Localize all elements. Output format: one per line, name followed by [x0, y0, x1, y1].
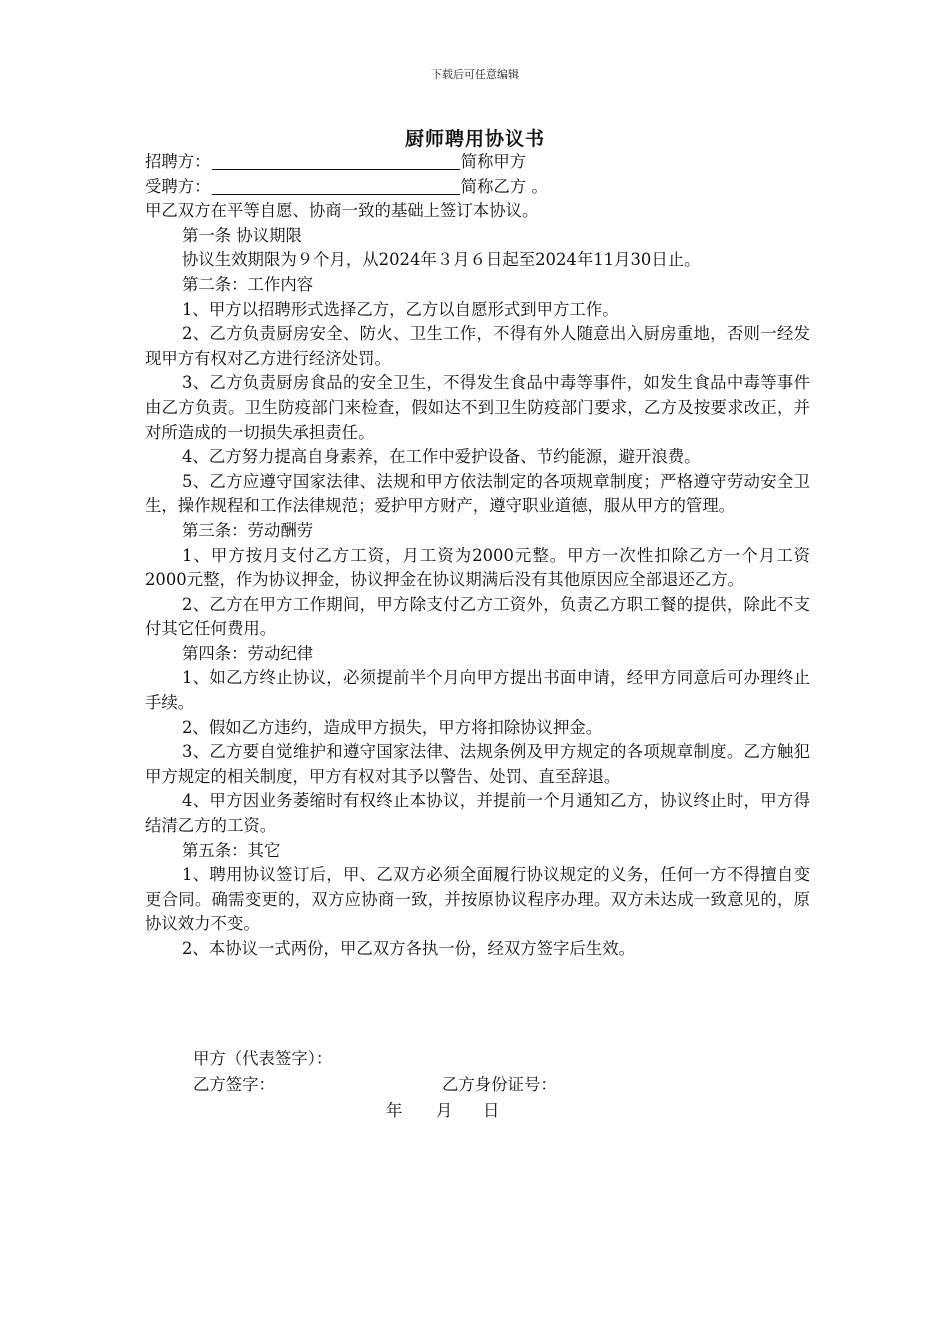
article3-paragraph-2: 2、乙方在甲方工作期间，甲方除支付乙方工资外，负责乙方职工餐的提供，除此不支付其它任何费用。 — [145, 594, 810, 639]
article4-heading: 第四条：劳动纪律 — [182, 643, 314, 663]
article2-paragraph-3: 3、乙方负责厨房食品的安全卫生，不得发生食品中毒等事件，如发生食品中毒等事件由乙方负责。卫生防疫部门来检查，假如达不到卫生防疫部门要求，乙方及按要求改正，并对所造成的一切损失承担责任。 — [145, 373, 810, 442]
date-year-label: 年 — [386, 1101, 403, 1120]
signature-block — [145, 1046, 810, 1124]
document-body — [145, 150, 810, 962]
party-b-line — [145, 175, 810, 200]
article3-heading: 第三条：劳动酬劳 — [182, 520, 314, 540]
date-row — [145, 1098, 810, 1124]
article5-heading: 第五条：其它 — [182, 840, 281, 860]
party-b-label: 受聘方： — [145, 176, 211, 196]
party-b-id-number-label: 乙方身份证号： — [442, 1075, 557, 1094]
article3-paragraph-1: 1、甲方按月支付乙方工资，月工资为2000元整。甲方一次性扣除乙方一个月工资2000元整，作为协议押金，协议押金在协议期满后没有其他原因应全部退还乙方。 — [145, 545, 810, 590]
party-a-label: 招聘方： — [145, 152, 211, 171]
party-b-signature-label: 乙方签字： — [193, 1075, 275, 1094]
date-day-label: 日 — [483, 1101, 500, 1120]
article1-paragraph-1: 协议生效期限为９个月，从2024年３月６日起至2024年11月30日止。 — [182, 250, 701, 270]
article4-paragraph-4: 4、甲方因业务萎缩时有权终止本协议，并提前一个月通知乙方，协议终止时，甲方得结清乙方的工资。 — [145, 791, 810, 836]
party-a-blank-field[interactable] — [212, 152, 460, 170]
party-b-suffix: 简称乙方 。 — [460, 176, 548, 196]
article4-paragraph-2: 2、假如乙方违约，造成甲方损失，甲方将扣除协议押金。 — [182, 717, 603, 737]
document-title: 厨师聘用协议书 — [404, 128, 545, 150]
article5-paragraph-2: 2、本协议一式两份，甲乙双方各执一份，经双方签字后生效。 — [182, 939, 635, 958]
article5-paragraph-1: 1、聘用协议签订后，甲、乙双方必须全面履行协议规定的义务，任何一方不得擅自变更合同。确需变更的，双方应协商一致，并按原协议程序办理。双方未达成一致意见的，原协议效力不变。 — [145, 865, 810, 934]
article2-paragraph-4: 4、乙方努力提高自身素养，在工作中爱护设备、节约能源，避开浪费。 — [182, 447, 701, 467]
article2-paragraph-1: 1、甲方以招聘形式选择乙方，乙方以自愿形式到甲方工作。 — [182, 299, 619, 319]
party-a-line — [145, 150, 810, 175]
party-b-signature-row — [145, 1072, 810, 1098]
article2-heading: 第二条：工作内容 — [182, 274, 314, 294]
party-a-suffix: 简称甲方 — [460, 152, 527, 171]
article4-paragraph-3: 3、乙方要自觉维护和遵守国家法律、法规条例及甲方规定的各项规章制度。乙方触犯甲方规定的相关制度，甲方有权对其予以警告、处罚、直至辞退。 — [145, 742, 810, 786]
article4-paragraph-1: 1、如乙方终止协议，必须提前半个月向甲方提出书面申请，经甲方同意后可办理终止手续。 — [145, 668, 810, 713]
party-b-blank-field[interactable] — [212, 177, 460, 195]
header-note: 下载后可任意编辑 — [431, 68, 519, 81]
article2-paragraph-2: 2、乙方负责厨房安全、防火、卫生工作，不得有外人随意出入厨房重地，否则一经发现甲方有权对乙方进行经济处罚。 — [145, 324, 810, 368]
date-month-label: 月 — [436, 1101, 453, 1120]
article2-paragraph-5: 5、乙方应遵守国家法律、法规和甲方依法制定的各项规章制度；严格遵守劳动安全卫生，操作规程和工作法律规范；爱护甲方财产，遵守职业道德，服从甲方的管理。 — [145, 471, 810, 516]
intro-paragraph: 甲乙双方在平等自愿、协商一致的基础上签订本协议。 — [145, 201, 539, 221]
party-a-signature-label: 甲方（代表签字）： — [193, 1049, 333, 1068]
article1-heading: 第一条 协议期限 — [182, 225, 302, 245]
